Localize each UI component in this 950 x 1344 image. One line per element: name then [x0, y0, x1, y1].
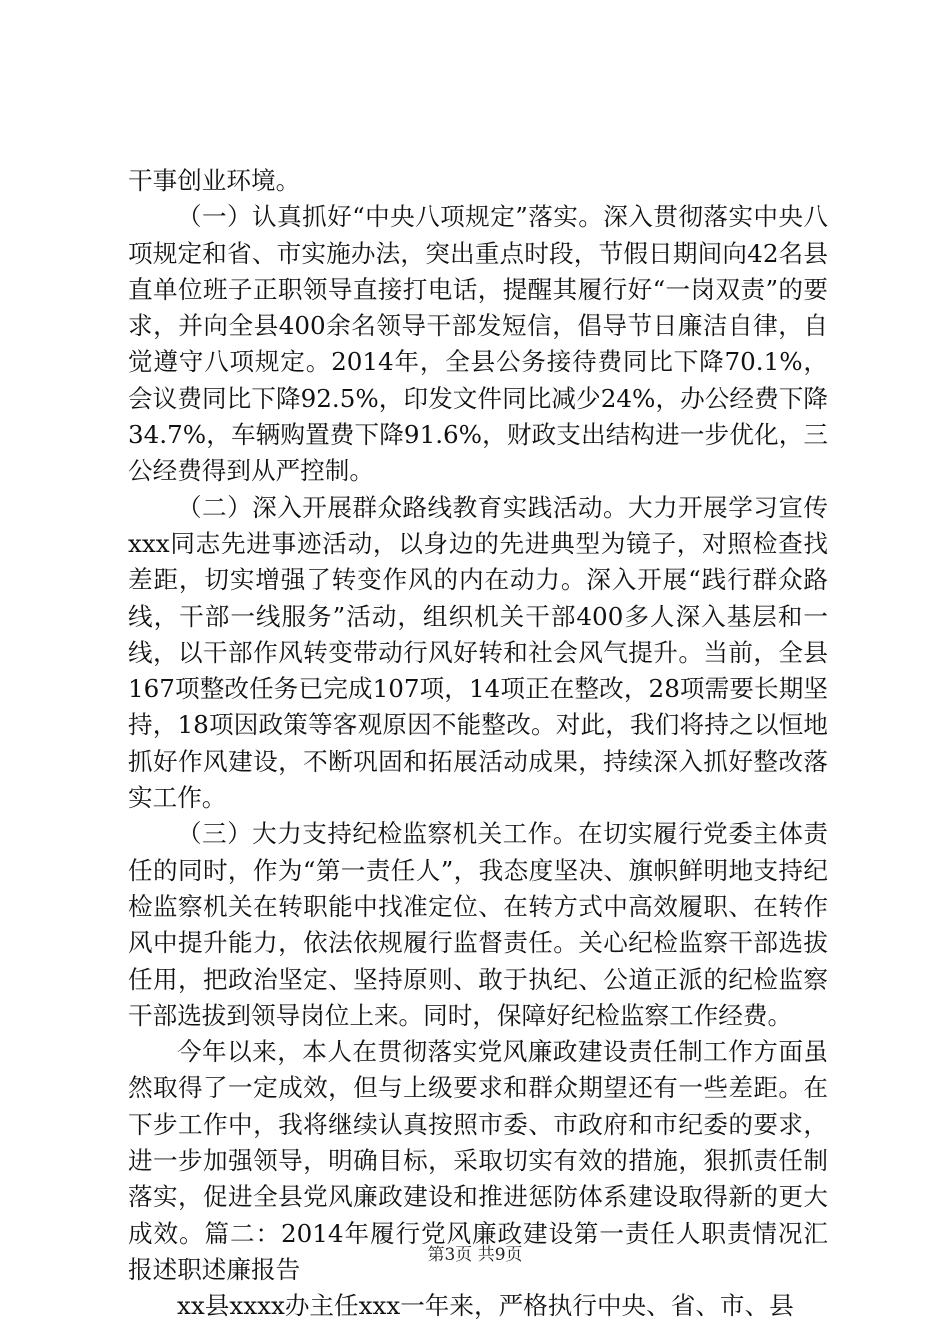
- paragraph-section-two: （二）深入开展群众路线教育实践活动。大力开展学习宣传xxx同志先进事迹活动，以身边的先进典型为镜子，对照检查找差距，切实增强了转变作风的内在动力。深入开展“践行群众路线，干部一线服务”活动，组织机关干部400多人深入基层和一线，以干部作风转变带动行风好转和社会风气提升。当前，全县167项整改任务已完成107项，14项正在整改，28项需要长期坚持，18项因政策等客观原因不能整改。对此，我们将持之以恒地抓好作风建设，不断巩固和拓展活动成果，持续深入抓好整改落实工作。: [128, 492, 828, 813]
- paragraph-section-one: （一）认真抓好“中央八项规定”落实。深入贯彻落实中央八项规定和省、市实施办法，突出重点时段，节假日期间向42名县直单位班子正职领导直接打电话，提醒其履行好“一岗双责”的要求，并向全县400余名领导干部发短信，倡导节日廉洁自律，自觉遵守八项规定。2014年，全县公务接待费同比下降70.1%，会议费同比下降92.5%，印发文件同比减少24%，办公经费下降34.7%，车辆购置费下降91.6%，财政支出结构进一步优化，三公经费得到从严控制。: [128, 202, 828, 486]
- page-number-footer: 第3页 共9页: [427, 1245, 523, 1265]
- paragraph-section-three: （三）大力支持纪检监察机关工作。在切实履行党委主体责任的同时，作为“第一责任人”，我态度坚决、旗帜鲜明地支持纪检监察机关在转职能中找准定位、在转方式中高效履职、在转作风中提升能力，依法依规履行监督责任。关心纪检监察干部选拔任用，把政治坚定、坚持原则、敢于执纪、公道正派的纪检监察干部选拔到领导岗位上来。同时，保障好纪检监察工作经费。: [128, 819, 828, 1030]
- document-body: [128, 163, 828, 1325]
- paragraph-summary: 今年以来，本人在贯彻落实党风廉政建设责任制工作方面虽然取得了一定成效，但与上级要求和群众期望还有一些差距。在下步工作中，我将继续认真按照市委、市政府和市纪委的要求，进一步加强领导，明确目标，采取切实有效的措施，狠抓责任制落实，促进全县党风廉政建设和推进惩防体系建设取得新的更大成效。篇二：2014年履行党风廉政建设第一责任人职责情况汇报述职述廉报告: [128, 1037, 828, 1284]
- paragraph-continuation: 干事创业环境。: [128, 166, 301, 195]
- paragraph-part-two-opening: xx县xxxx办主任xxx一年来，严格执行中央、省、市、县: [177, 1291, 794, 1321]
